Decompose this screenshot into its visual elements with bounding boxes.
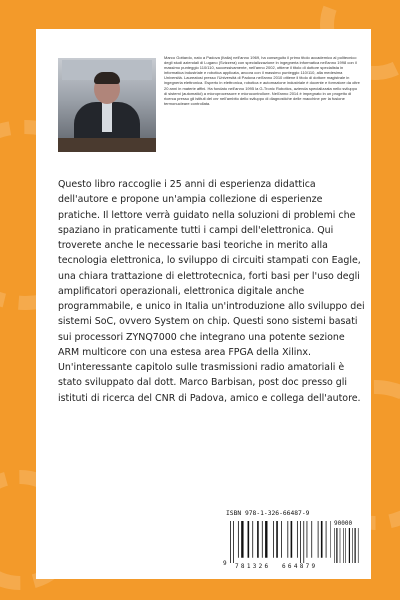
ean-left-digits: 781326 <box>235 563 271 570</box>
book-description: Questo libro raccoglie i 25 anni di esperienza didattica dell'autore e propone un'ampia collezione di esperienze pratiche. Il lettore verrà guidato nella soluzioni di problemi che spaziano in praticamente tutti i campi dell'elettronica. Qui troverete anche le necessarie basi teoriche in merito alla tecnologia elettronica, lo sviluppo di circuiti stampati con Eagle, una chiara trattazione di elettrotecnica, forti basi per l'uso degli amplificatori operazionali, elettronica digitale anche programmabile, e unico in Italia un'introduzione allo sviluppo dei sistemi SoC, ovvero System on chip. Questi sono sistemi basati sui processori ZYNQ7000 che integrano una potente sezione ARM multicore con una estesa area FPGA della Xilinx. Un'interessante capitolo sulle trasmissioni radio amatoriali è stato sviluppato dal dott. Marco Barbisan, post doc presso gli istituti di ricerca del CNR di Padova, amico e collega dell'autore. <box>58 179 365 404</box>
price-addon-number: 90000 <box>334 520 353 527</box>
addon-barcode-bars <box>334 528 360 563</box>
author-photo <box>58 58 156 152</box>
ean-first-digit: 9 <box>223 560 227 567</box>
isbn-label: ISBN 978-1-326-66487-9 <box>226 510 310 517</box>
barcode-bars <box>230 521 331 563</box>
isbn-barcode <box>222 508 362 574</box>
author-bio: Marco Gottardo, nato a Padova (Italia) nell'anno 1969, ha conseguito il primo titolo accademico al politecnico degli studi aziendali di Lugano (Svizzera) con specializzazione in ingegneria informatica nell'anno 1998 con il massimo punteggio 110/110, successivamente, nell'anno 2002, ottiene il titolo di dottore specialista in informatica industriale e robotica applicata, ancora con il massimo punteggio 110/110, alla medesima Università. Laureatosi presso l'Università di Padova nell'anno 2010 ottiene il titolo di dottore magistrale in ingegneria elettronica. Esperto in elettronica, robotica e automazione industriale è docente e formatore da oltre 20 anni in materie affini. Ha fondato nell'anno 1995 la G-Tronic Robotics, azienda specializzata nello sviluppo di sistemi (automatici) a microprocessore e microcontrollore. Nell'anno 2014 è impegnato in un progetto di ricerca presso gli istituti del cnr nell'ambito dello sviluppo di diagnostiche delle macchine per la fusione termonucleare controllata. <box>164 55 360 106</box>
author-photo-desk <box>58 138 156 152</box>
author-photo-shirt <box>102 102 112 132</box>
ean-right-digits: 664879 <box>282 563 318 570</box>
author-photo-hair <box>94 72 120 84</box>
